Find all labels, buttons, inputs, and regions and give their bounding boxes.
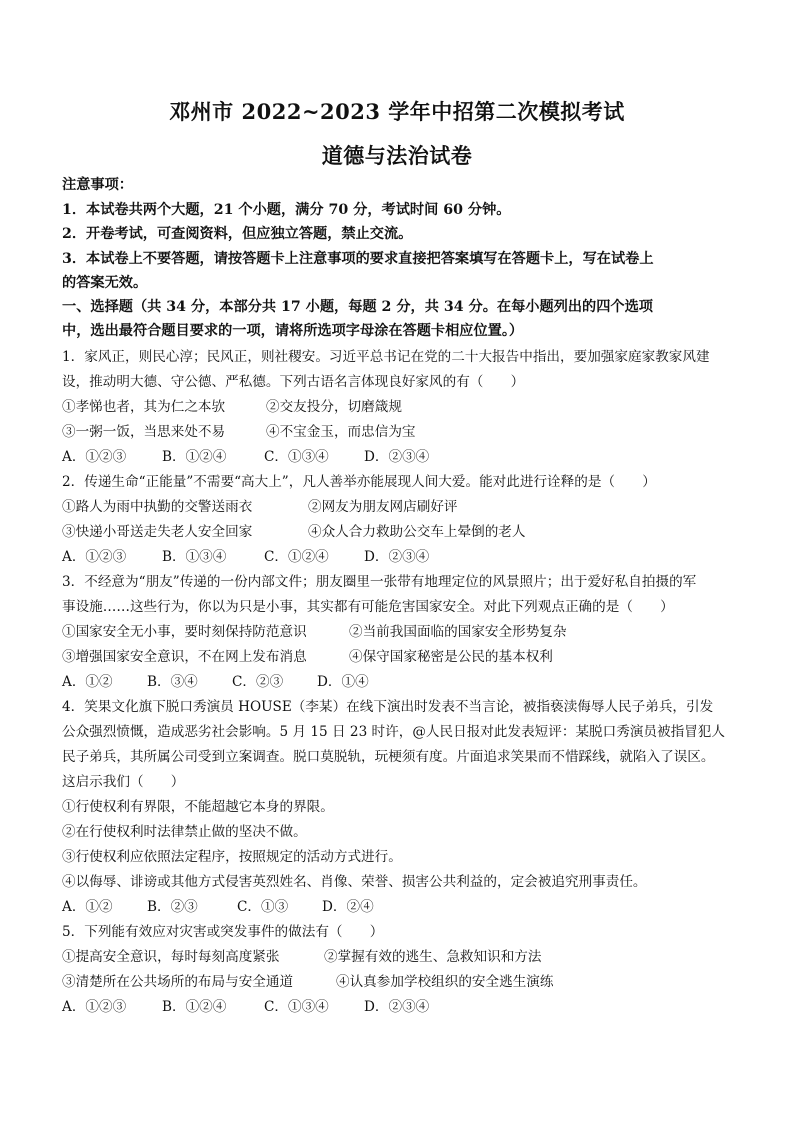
- q1-option-a: A．①②③: [62, 449, 127, 465]
- q2-stem-line-1: 2．传递生命“正能量”不需要“高大上”，凡人善举亦能展现人间大爱。能对此进行诠释的是（ ）: [62, 474, 656, 490]
- q5-option-c: C．①③④: [264, 999, 329, 1015]
- q5-statement-4: ④认真参加学校组织的安全逃生演练: [336, 974, 554, 990]
- q4-option-c: C．①③: [237, 899, 289, 915]
- q1-statement-4: ④不宝金玉，而忠信为宝: [266, 424, 416, 440]
- q3-statement-row-2: [62, 648, 742, 666]
- q5-option-d: D．②③④: [364, 999, 430, 1015]
- q2-option-d: D．②③④: [364, 549, 430, 565]
- q3-statement-1: ①国家安全无小事，要时刻保持防范意识: [62, 624, 307, 640]
- q3-stem-line-2: 事设施……这些行为，你以为只是小事，其实都有可能危害国家安全。对此下列观点正确的是（ ）: [62, 599, 674, 615]
- q4-statement-4: ④以侮辱、诽谤或其他方式侵害英烈姓名、肖像、荣誉、损害公共利益的，定会被追究刑事责任。: [62, 874, 647, 890]
- q3-options: [62, 673, 742, 691]
- q3-statement-row-1: [62, 623, 742, 641]
- q1-statement-2: ②交友投分，切磨箴规: [266, 399, 402, 415]
- exam-title: 邓州市 2022~2023 学年中招第二次模拟考试: [169, 99, 625, 124]
- q4-options: [62, 898, 742, 916]
- q3-stem-line-1: 3．不经意为“朋友”传递的一份内部文件；朋友圈里一张带有地理定位的风景照片；出于爱好私自拍摄的军: [62, 574, 697, 590]
- q2-statement-1: ①路人为雨中执勤的交警送雨衣: [62, 499, 253, 515]
- q1-stem-line-2: 设，推动明大德、守公德、严私德。下列古语名言体现良好家风的有（ ）: [62, 374, 525, 390]
- q1-option-c: C．①③④: [264, 449, 329, 465]
- q2-options: [62, 548, 742, 566]
- q3-option-a: A．①②: [62, 674, 113, 690]
- q2-option-c: C．①②④: [264, 549, 329, 565]
- q2-statement-row-1: [62, 498, 742, 516]
- q3-statement-2: ②当前我国面临的国家安全形势复杂: [349, 624, 567, 640]
- q2-statement-row-2: [62, 523, 742, 541]
- q4-stem-line-2: 公众强烈愤慨，造成恶劣社会影响。5 月 15 日 23 时许，@人民日报对此发表短评：某脱口秀演员被指冒犯人: [62, 724, 725, 740]
- q2-statement-4: ④众人合力救助公交车上晕倒的老人: [308, 524, 526, 540]
- q3-statement-3: ③增强国家安全意识，不在网上发布消息: [62, 649, 307, 665]
- q4-option-b: B．②③: [147, 899, 198, 915]
- q5-options: [62, 998, 742, 1016]
- q4-option-d: D．②④: [322, 899, 374, 915]
- q1-stem-line-1: 1．家风正，则民心淳；民风正，则社稷安。习近平总书记在党的二十大报告中指出，要加强家庭家教家风建: [62, 349, 710, 365]
- q1-options: [62, 448, 742, 466]
- q3-option-c: C．②③: [232, 674, 284, 690]
- q4-statement-2: ②在行使权利时法律禁止做的坚决不做。: [62, 824, 307, 840]
- q4-option-a: A．①②: [62, 899, 113, 915]
- q5-statement-3: ③清楚所在公共场所的布局与安全通道: [62, 974, 294, 990]
- notice-item-1: 1．本试卷共两个大题，21 个小题，满分 70 分，考试时间 60 分钟。: [62, 202, 511, 218]
- notice-item-2: 2．开卷考试，可查阅资料，但应独立答题，禁止交流。: [62, 226, 413, 242]
- q1-statement-row-1: [62, 398, 742, 416]
- q4-statement-3: ③行使权利应依照法定程序，按照规定的活动方式进行。: [62, 849, 402, 865]
- q1-option-d: D．②③④: [364, 449, 430, 465]
- q5-statement-2: ②掌握有效的逃生、急救知识和方法: [324, 949, 542, 965]
- q2-option-b: B．①③④: [162, 549, 227, 565]
- section-1-heading-line-1: 一、选择题（共 34 分，本部分共 17 小题，每题 2 分，共 34 分。在每小题列出的四个选项: [62, 299, 653, 315]
- q5-statement-1: ①提高安全意识，每时每刻高度紧张: [62, 949, 280, 965]
- notice-heading: 注意事项：: [62, 177, 133, 193]
- q2-statement-3: ③快递小哥送走失老人安全回家: [62, 524, 253, 540]
- notice-item-3-line-2: 的答案无效。: [62, 275, 148, 291]
- q2-statement-2: ②网友为朋友网店刷好评: [308, 499, 458, 515]
- q1-statement-1: ①孝悌也者，其为仁之本欤: [62, 399, 226, 415]
- q5-stem-line-1: 5．下列能有效应对灾害或突发事件的做法有（ ）: [62, 924, 384, 940]
- q5-statement-row-1: [62, 948, 742, 966]
- q5-option-b: B．①②④: [162, 999, 227, 1015]
- exam-subtitle: 道德与法治试卷: [321, 143, 473, 168]
- q1-option-b: B．①②④: [162, 449, 227, 465]
- q4-statement-1: ①行使权利有界限，不能超越它本身的界限。: [62, 799, 334, 815]
- q5-option-a: A．①②③: [62, 999, 127, 1015]
- q4-stem-line-3: 民子弟兵，其所属公司受到立案调查。脱口莫脱轨，玩梗须有度。片面追求笑果而不惜踩线，就陷入了误区。: [62, 749, 715, 765]
- q3-option-b: B．③④: [147, 674, 198, 690]
- notice-item-3-line-1: 3．本试卷上不要答题，请按答题卡上注意事项的要求直接把答案填写在答题卡上，写在试卷上: [62, 251, 654, 267]
- q4-stem-line-1: 4．笑果文化旗下脱口秀演员 HOUSE（李某）在线下演出时发表不当言论，被指亵渎侮辱人民子弟兵，引发: [62, 699, 714, 715]
- q5-statement-row-2: [62, 973, 742, 991]
- q3-option-d: D．①④: [317, 674, 369, 690]
- q1-statement-3: ③一粥一饭，当思来处不易: [62, 424, 226, 440]
- q2-option-a: A．①②③: [62, 549, 127, 565]
- q4-stem-line-4: 这启示我们（ ）: [62, 774, 185, 790]
- q1-statement-row-2: [62, 423, 742, 441]
- q3-statement-4: ④保守国家秘密是公民的基本权利: [349, 649, 553, 665]
- section-1-heading-line-2: 中，选出最符合题目要求的一项，请将所选项字母涂在答题卡相应位置。）: [62, 323, 524, 339]
